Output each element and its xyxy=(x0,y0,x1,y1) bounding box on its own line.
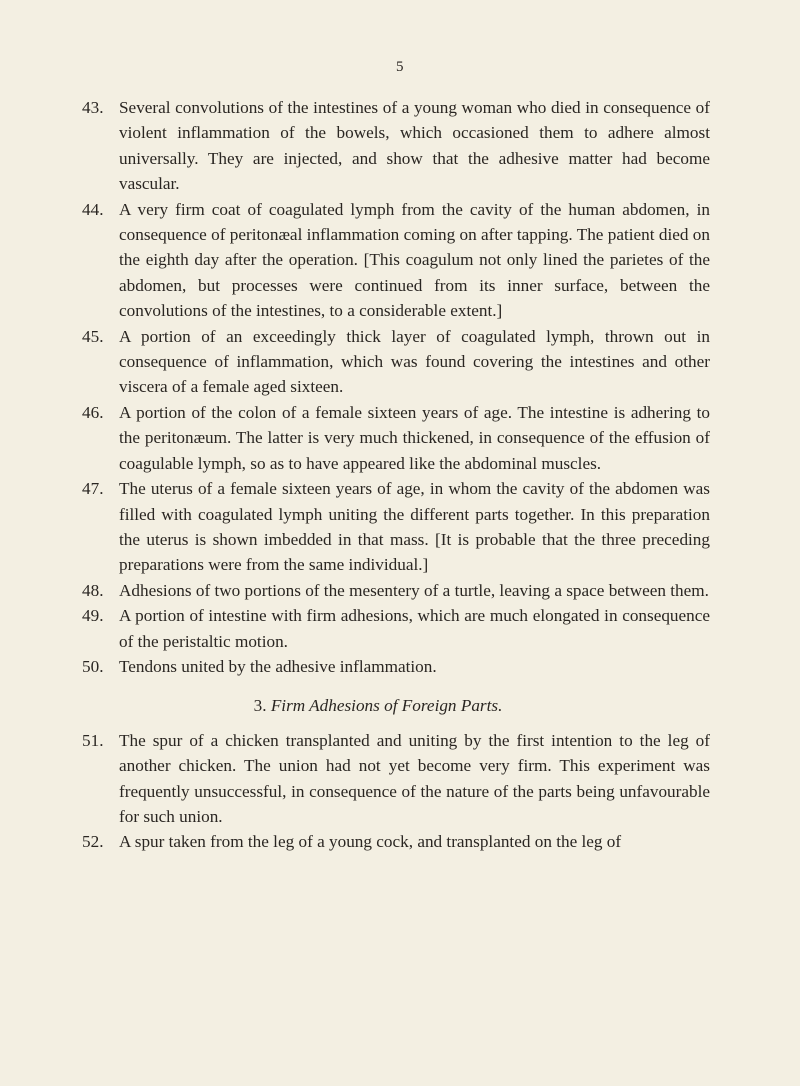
catalogue-entry xyxy=(82,324,710,400)
entry-number: 44. xyxy=(82,199,104,219)
entry-number: 45. xyxy=(82,326,104,346)
catalogue-entry xyxy=(82,654,710,679)
catalogue-text xyxy=(82,95,710,855)
entries-after xyxy=(82,728,710,855)
catalogue-entry xyxy=(82,728,710,830)
entry-text: A spur taken from the leg of a young cock, and transplanted on the leg of xyxy=(119,832,622,852)
entry-text: The spur of a chicken transplanted and uniting by the first intention to the leg of another chicken. The union had not yet become very firm. This experiment was frequently unsuccessful, in consequence of the nature of the parts being unfavourable for such union. xyxy=(119,730,710,826)
entry-text: Several convolutions of the intestines of a young woman who died in consequence of violent inflammation of the bowels, which occasioned them to adhere almost universally. They are injected, and show that the adhesive matter had become vascular. xyxy=(119,98,710,194)
entries-before xyxy=(82,95,710,679)
section-heading-number: 3. xyxy=(253,696,267,716)
catalogue-entry xyxy=(82,95,710,197)
entry-text: A portion of intestine with firm adhesions, which are much elongated in consequence of the peristaltic motion. xyxy=(119,606,710,651)
catalogue-entry xyxy=(82,578,710,603)
entry-text: A portion of an exceedingly thick layer of coagulated lymph, thrown out in consequence of inflammation, which was found covering the intestines and other viscera of a female aged sixteen. xyxy=(119,326,710,397)
catalogue-entry xyxy=(82,476,710,578)
entry-text: The uterus of a female sixteen years of age, in whom the cavity of the abdomen was filled with coagulated lymph uniting the different parts together. In this preparation the uterus is shown imbedded in that mass. [It is probable that the three preceding preparations were from the same individual.] xyxy=(119,479,710,575)
catalogue-entry xyxy=(82,829,710,854)
catalogue-entry xyxy=(82,603,710,654)
entry-text: A very firm coat of coagulated lymph from the cavity of the human abdomen, in consequence of peritonæal inflammation coming on after tapping. The patient died on the eighth day after the operation. [This coagulum not only lined the parietes of the abdomen, but processes were continued from its inner surface, between the convolutions of the intestines, to a considerable extent.] xyxy=(119,199,710,321)
entry-text: Tendons united by the adhesive inflammation. xyxy=(119,656,437,676)
entry-number: 47. xyxy=(82,479,104,499)
entry-number: 51. xyxy=(82,730,104,750)
entry-number: 48. xyxy=(82,580,104,600)
catalogue-entry xyxy=(82,197,710,324)
entry-number: 52. xyxy=(82,832,104,852)
entry-number: 49. xyxy=(82,606,104,626)
catalogue-entry xyxy=(82,400,710,476)
entry-text: Adhesions of two portions of the mesentery of a turtle, leaving a space between them. xyxy=(119,580,709,600)
section-heading xyxy=(86,693,710,718)
entry-number: 43. xyxy=(82,98,104,117)
entry-number: 50. xyxy=(82,656,104,676)
entry-text: A portion of the colon of a female sixteen years of age. The intestine is adhering to the peritonæum. The latter is very much thickened, in consequence of the effusion of coagulable lymph, so as to have appeared like the abdominal muscles. xyxy=(119,402,710,473)
entry-number: 46. xyxy=(82,402,104,422)
section-heading-title: Firm Adhesions of Foreign Parts. xyxy=(270,696,503,716)
page-number: 5 xyxy=(396,59,404,75)
